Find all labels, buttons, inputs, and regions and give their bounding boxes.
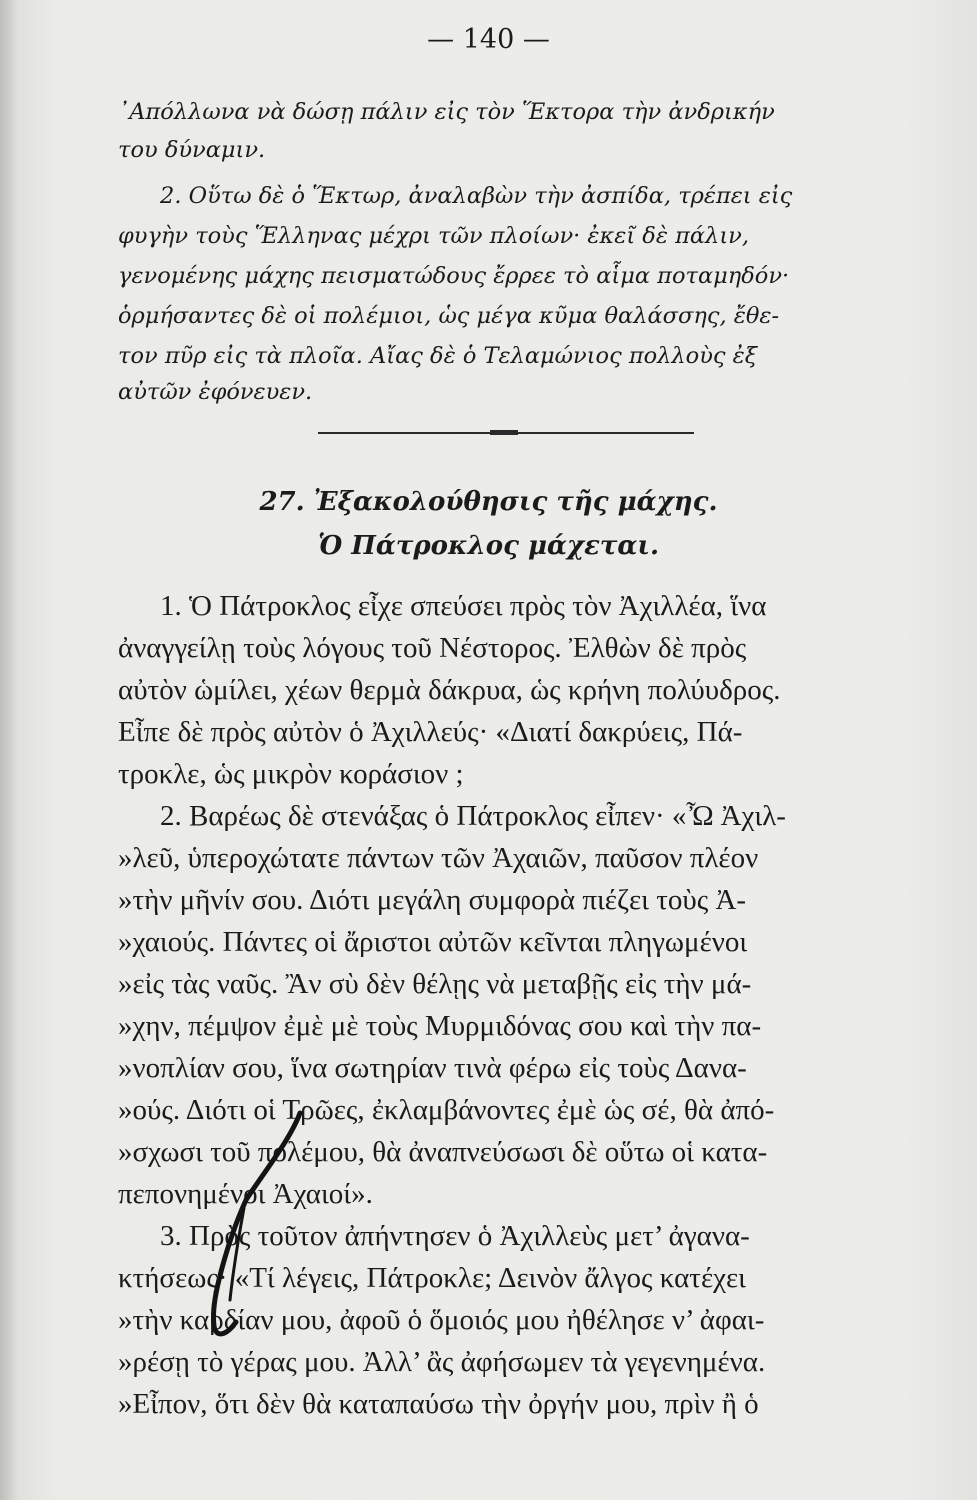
- chapter-heading: 27. Ἐξακολούθησις τῆς μάχης.: [259, 487, 718, 517]
- chapter-subheading: Ὁ Πάτροκλος μάχεται.: [317, 531, 660, 561]
- text-line: »λεῦ, ὑπεροχώτατε πάντων τῶν Ἀχαιῶν, παῦσον πλέον: [118, 842, 759, 874]
- text-line: »ούς. Διότι οἱ Τρῶες, ἐκλαμβάνοντες ἐμὲ ὡς σέ, θὰ ἀπό-: [118, 1094, 775, 1126]
- text-line: 1. Ὁ Πάτροκλος εἶχε σπεύσει πρὸς τὸν Ἀχιλλέα, ἵνα: [160, 590, 767, 622]
- text-line: »χαιούς. Πάντες οἱ ἄριστοι αὐτῶν κεῖνται πληγωμένοι: [118, 926, 748, 958]
- text-line: »σχωσι τοῦ πολέμου, θὰ ἀναπνεύσωσι δὲ οὕτω οἱ κατα-: [118, 1136, 768, 1168]
- page-number: — 140 —: [427, 24, 550, 55]
- text-line: ἀναγγείλῃ τοὺς λόγους τοῦ Νέστορος. Ἐλθὼν δὲ πρὸς: [118, 632, 747, 664]
- text-line: 2. Οὕτω δὲ ὁ Ἕκτωρ, ἀναλαβὼν τὴν ἀσπίδα, τρέπει εἰς: [160, 183, 793, 209]
- text-line: ᾿Απόλλωνα νὰ δώσῃ πάλιν εἰς τὸν Ἕκτορα τὴν ἀνδρικήν: [118, 99, 775, 125]
- text-line: Εἶπε δὲ πρὸς αὐτὸν ὁ Ἀχιλλεύς· «Διατί δακρύεις, Πά-: [118, 716, 743, 748]
- text-line: »Εἶπον, ὅτι δὲν θὰ καταπαύσω τὴν ὀργήν μου, πρὶν ἢ ὁ: [118, 1388, 759, 1420]
- text-line: φυγὴν τοὺς Ἕλληνας μέχρι τῶν πλοίων· ἐκεῖ δὲ πάλιν,: [118, 223, 749, 249]
- text-line: αὐτῶν ἐφόνευεν.: [118, 379, 313, 405]
- text-line: »νοπλίαν σου, ἵνα σωτηρίαν τινὰ φέρω εἰς τοὺς Δανα-: [118, 1052, 747, 1084]
- text-line: »τὴν καρδίαν μου, ἀφοῦ ὁ ὅμοιός μου ἠθέλησε ν’ ἀφαι-: [118, 1304, 765, 1336]
- section-divider-mark: [490, 430, 518, 435]
- text-line: αὐτὸν ὡμίλει, χέων θερμὰ δάκρυα, ὡς κρήνη πολύυδρος.: [118, 674, 781, 706]
- text-line: τροκλε, ὡς μικρὸν κοράσιον ;: [118, 758, 464, 790]
- text-line: τον πῦρ εἰς τὰ πλοῖα. Αἴας δὲ ὁ Τελαμώνιος πολλοὺς ἐξ: [118, 343, 758, 369]
- text-line: 2. Βαρέως δὲ στενάξας ὁ Πάτροκλος εἶπεν· «Ὦ Ἀχιλ-: [160, 800, 786, 832]
- text-line: 3. Πρὸς τοῦτον ἀπήντησεν ὁ Ἀχιλλεὺς μετ’ ἀγανα-: [160, 1220, 750, 1252]
- text-line: γενομένης μάχης πεισματώδους ἔρρεε τὸ αἷμα ποταμηδόν·: [118, 263, 790, 289]
- text-line: κτήσεως· «Τί λέγεις, Πάτροκλε; Δεινὸν ἄλγος κατέχει: [118, 1262, 746, 1294]
- text-line: του δύναμιν.: [118, 137, 266, 163]
- text-line: »τὴν μῆνίν σου. Διότι μεγάλη συμφορὰ πιέζει τοὺς Ἀ-: [118, 884, 747, 916]
- text-line: »ρέσῃ τὸ γέρας μου. Ἀλλ’ ἂς ἀφήσωμεν τὰ γεγενημένα.: [118, 1346, 766, 1378]
- text-line: »χην, πέμψον ἐμὲ μὲ τοὺς Μυρμιδόνας σου καὶ τὴν πα-: [118, 1010, 762, 1042]
- text-line: ὁρμήσαντες δὲ οἱ πολέμιοι, ὡς μέγα κῦμα θαλάσσης, ἔθε-: [118, 303, 780, 329]
- text-line: »εἰς τὰς ναῦς. Ἂν σὺ δὲν θέλῃς νὰ μεταβῇς εἰς τὴν μά-: [118, 968, 752, 1000]
- text-line: πεπονημένοι Ἀχαιοί».: [118, 1178, 373, 1210]
